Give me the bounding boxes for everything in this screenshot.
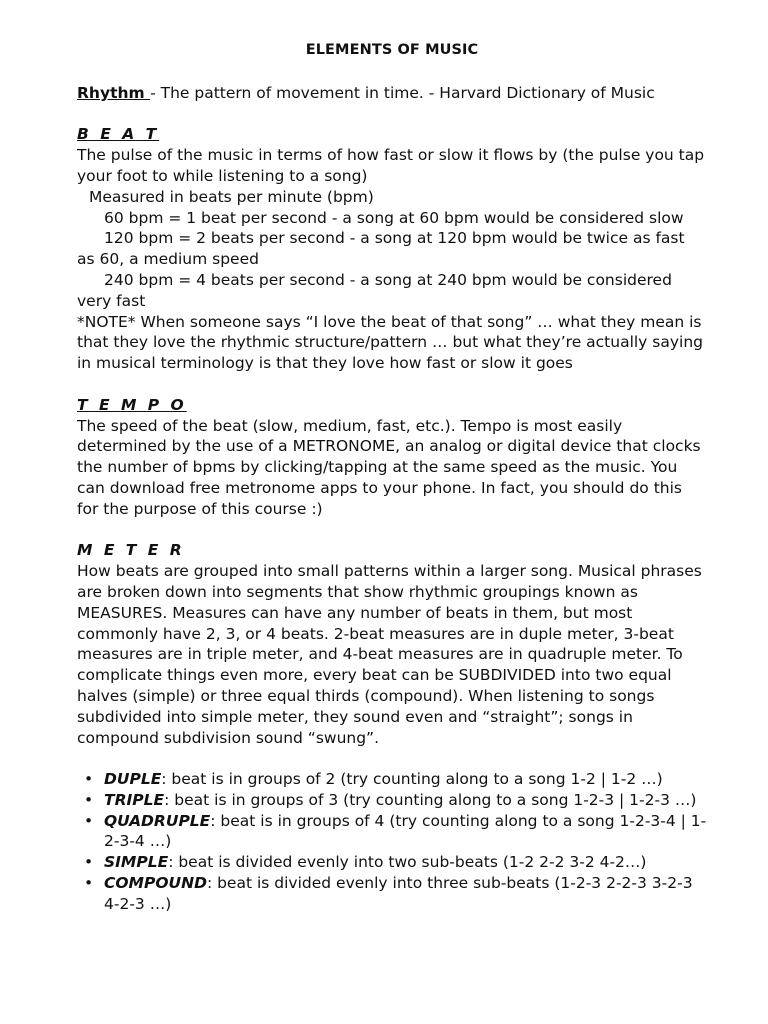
meter-section [77,540,707,748]
term-triple: TRIPLE [104,790,165,809]
bullet-icon: • [84,811,94,830]
tempo-heading: T E M P O [77,395,187,414]
term-compound: COMPOUND [104,874,207,893]
term-simple: SIMPLE [104,853,169,872]
list-item-simple [84,852,707,873]
rhythm-definition [77,83,707,104]
bullet-icon: • [84,790,94,809]
list-item-triple [84,790,707,811]
beat-example-120: 120 bpm = 2 beats per second - a song at 120 bpm would be twice as fast as 60, a medium speed [77,229,685,269]
term-quadruple-text: : beat is in groups of 4 (try counting along to a song 1-2-3-4 | 1-2-3-4 …) [104,811,707,851]
beat-description: The pulse of the music in terms of how fast or slow it flows by (the pulse you tap your foot to while listening to a song) [77,146,705,185]
meter-heading: M E T E R [77,541,185,560]
list-item-compound [84,873,707,915]
rhythm-term: Rhythm [77,83,151,102]
term-duple: DUPLE [104,770,162,789]
beat-note: *NOTE* When someone says “I love the beat of that song” … what they mean is that they love the rhythmic structure/pattern … but what they’re actually saying in musical terminology is that they love how fast or slow it goes [77,312,704,373]
term-triple-text: : beat is in groups of 3 (try counting along to a song 1-2-3 | 1-2-3 …) [164,790,697,809]
bullet-icon: • [84,853,94,872]
term-quadruple: QUADRUPLE [104,811,211,830]
document-page [77,40,707,915]
tempo-section [77,395,707,520]
list-item-duple [84,769,707,790]
term-simple-text: : beat is divided evenly into two sub-beats (1-2 2-2 3-2 4-2…) [168,853,647,872]
term-compound-text: : beat is divided evenly into three sub-beats (1-2-3 2-2-3 3-2-3 4-2-3 …) [104,874,693,913]
term-duple-text: : beat is in groups of 2 (try counting along to a song 1-2 | 1-2 …) [161,770,663,789]
list-item-quadruple [84,811,707,853]
tempo-description: The speed of the beat (slow, medium, fast, etc.). Tempo is most easily determined by the use of a METRONOME, an analog or digital device that clocks the number of bpms by clicking/tapping at the same speed as the music. You can download free metronome apps to your phone. In fact, you should do this for the purpose of this course :) [77,416,701,518]
beat-measured: Measured in beats per minute (bpm) [89,187,374,206]
bullet-icon: • [84,874,94,893]
meter-type-list [77,769,707,915]
page-title: ELEMENTS OF MUSIC [305,42,479,58]
beat-heading: B E A T [77,125,160,144]
beat-section [77,124,707,374]
beat-example-60: 60 bpm = 1 beat per second - a song at 60 bpm would be considered slow [104,208,684,227]
meter-description: How beats are grouped into small patterns within a larger song. Musical phrases are broken down into segments that show rhythmic groupings known as MEASURES. Measures can have any number of beats in them, but most commonly have 2, 3, or 4 beats. 2-beat measures are in duple meter, 3-beat measures are in triple meter, and 4-beat measures are in quadruple meter. To complicate things even more, every beat can be SUBDIVIDED into two equal halves (simple) or three equal thirds (compound). When listening to songs subdivided into simple meter, they sound even and “straight”; songs in compound subdivision sound “swung”. [77,562,702,747]
bullet-icon: • [84,770,94,789]
beat-example-240: 240 bpm = 4 beats per second - a song at 240 bpm would be considered very fast [77,270,672,310]
rhythm-definition-text: - The pattern of movement in time. - Harvard Dictionary of Music [150,83,655,102]
